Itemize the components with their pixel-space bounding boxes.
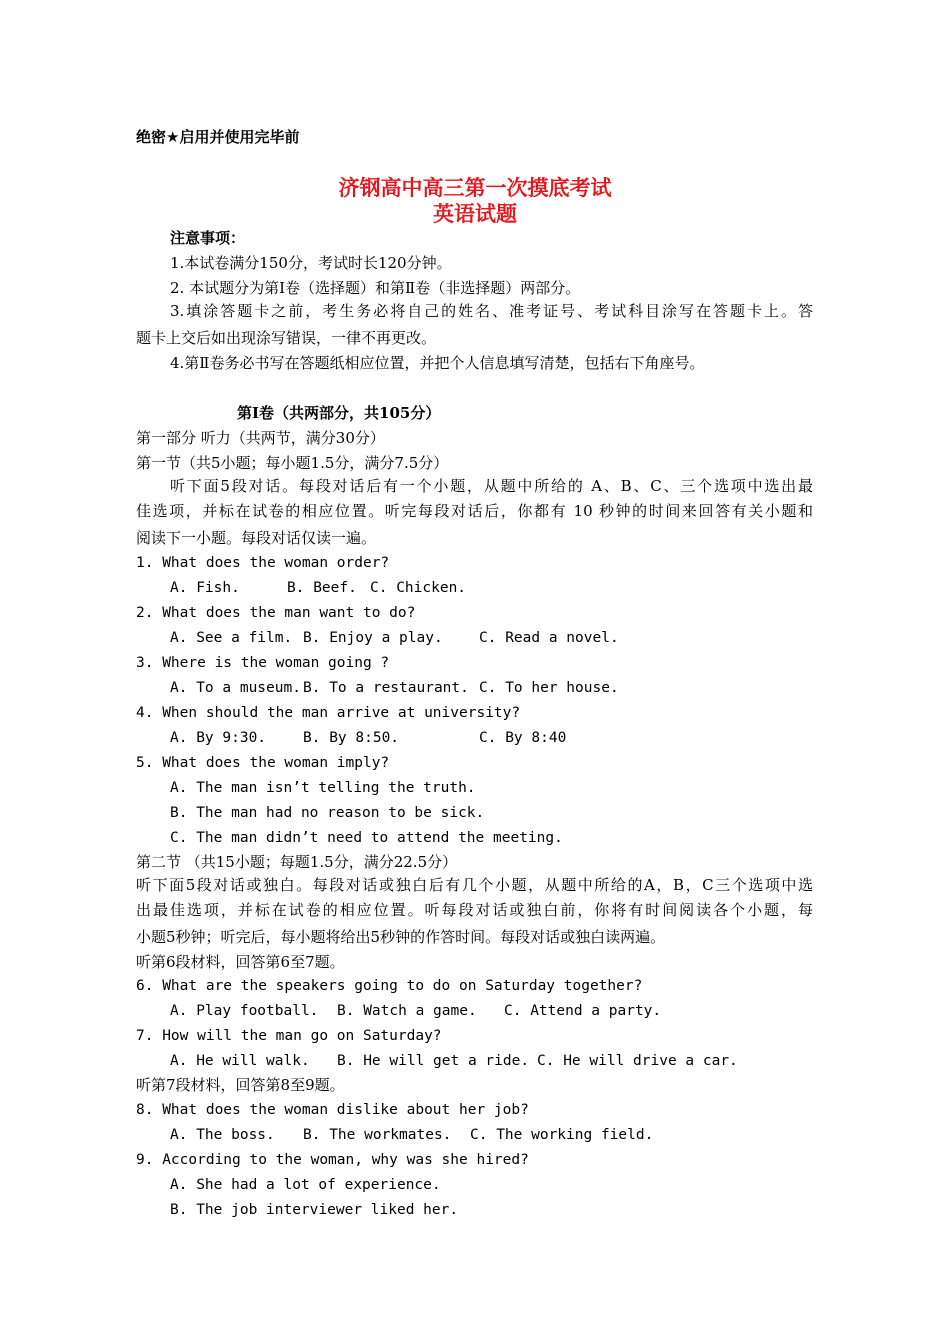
part1-heading: 第Ⅰ卷（共两部分，共105分）: [237, 404, 441, 422]
section1-instructions-c: 阅读下一小题。每段对话仅读一遍。: [136, 529, 377, 547]
q6-option-b: B. Watch a game.: [337, 1003, 477, 1019]
q3-option-a: A. To a museum.: [170, 680, 301, 696]
section2-instructions-c: 小题5秒钟；听完后，每小题将给出5秒钟的作答时间。每段对话或独白读两遍。: [136, 928, 666, 946]
notice-item-3a: 3.填涂答题卡之前，考生务必将自己的姓名、准考证号、考试科目涂写在答题卡上。答: [170, 302, 813, 320]
question-4: 4. When should the man arrive at university?: [136, 705, 521, 721]
notice-item-2: 2. 本试题分为第Ⅰ卷（选择题）和第Ⅱ卷（非选择题）两部分。: [170, 279, 581, 297]
section1-instructions-b: 佳选项，并标在试卷的相应位置。听完每段对话后，你都有 10 秒钟的时间来回答有关小题和: [136, 502, 813, 520]
question-8: 8. What does the woman dislike about her job?: [136, 1102, 529, 1118]
q2-option-a: A. See a film.: [170, 630, 293, 646]
question-1: 1. What does the woman order?: [136, 555, 390, 571]
q2-option-c: C. Read a novel.: [479, 630, 619, 646]
q3-option-b: B. To a restaurant.: [303, 680, 469, 696]
q5-option-c: C. The man didn’t need to attend the meeting.: [170, 830, 563, 846]
q4-option-a: A. By 9:30.: [170, 730, 267, 746]
question-2: 2. What does the man want to do?: [136, 605, 416, 621]
q1-option-a: A. Fish.: [170, 580, 240, 596]
section2-title: 第二节 （共15小题；每题1.5分，满分22.5分）: [136, 853, 458, 871]
q7-option-c: C. He will drive a car.: [537, 1053, 738, 1069]
q6-option-c: C. Attend a party.: [504, 1003, 662, 1019]
notice-heading: 注意事项：: [170, 229, 246, 247]
question-9: 9. According to the woman, why was she hired?: [136, 1152, 529, 1168]
exam-title: 济钢高中高三第一次摸底考试: [338, 175, 612, 200]
exam-subtitle: 英语试题: [433, 201, 517, 226]
q7-option-b: B. He will get a ride.: [337, 1053, 530, 1069]
notice-item-4: 4.第Ⅱ卷务必书写在答题纸相应位置，并把个人信息填写清楚，包括右下角座号。: [170, 354, 705, 372]
notice-item-1: 1.本试卷满分150分，考试时长120分钟。: [170, 254, 452, 272]
q9-option-a: A. She had a lot of experience.: [170, 1177, 441, 1193]
question-5: 5. What does the woman imply?: [136, 755, 390, 771]
section1-title: 第一节（共5小题；每小题1.5分，满分7.5分）: [136, 454, 449, 472]
notice-item-3b: 题卡上交后如出现涂写错误，一律不再更改。: [136, 329, 437, 347]
question-6: 6. What are the speakers going to do on Saturday together?: [136, 978, 643, 994]
q8-option-b: B. The workmates.: [303, 1127, 452, 1143]
q4-option-b: B. By 8:50.: [303, 730, 400, 746]
section2-instructions-a: 听下面5段对话或独白。每段对话或独白后有几个小题，从题中所给的A，B，C三个选项中选: [136, 876, 813, 894]
question-7: 7. How will the man go on Saturday?: [136, 1028, 442, 1044]
listening-section-title: 第一部分 听力（共两节，满分30分）: [136, 429, 385, 447]
q1-option-c: C. Chicken.: [370, 580, 467, 596]
section2-instructions-b: 出最佳选项，并标在试卷的相应位置。听每段对话或独白前，你将有时间阅读各个小题，每: [136, 901, 813, 919]
section1-instructions-a: 听下面5段对话。每段对话后有一个小题，从题中所给的 A、B、C、三个选项中选出最: [170, 477, 813, 495]
material-7-note: 听第7段材料，回答第8至9题。: [136, 1076, 345, 1094]
q5-option-a: A. The man isn’t telling the truth.: [170, 780, 476, 796]
question-3: 3. Where is the woman going ?: [136, 655, 390, 671]
q6-option-a: A. Play football.: [170, 1003, 319, 1019]
q2-option-b: B. Enjoy a play.: [303, 630, 443, 646]
q7-option-a: A. He will walk.: [170, 1053, 310, 1069]
q9-option-b: B. The job interviewer liked her.: [170, 1202, 459, 1218]
q3-option-c: C. To her house.: [479, 680, 619, 696]
q1-option-b: B. Beef.: [287, 580, 357, 596]
material-6-note: 听第6段材料，回答第6至7题。: [136, 953, 345, 971]
q8-option-c: C. The working field.: [470, 1127, 654, 1143]
q4-option-c: C. By 8:40: [479, 730, 567, 746]
confidential-label: 绝密★启用并使用完毕前: [136, 128, 300, 146]
q5-option-b: B. The man had no reason to be sick.: [170, 805, 485, 821]
q8-option-a: A. The boss.: [170, 1127, 275, 1143]
